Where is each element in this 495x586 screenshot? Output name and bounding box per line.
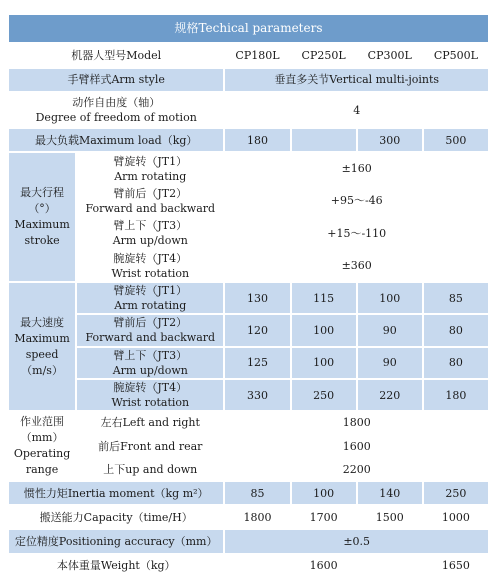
speed-value: 100 [292, 315, 356, 345]
dof-value: 4 [225, 93, 488, 127]
range-axis-label: 左右Left and right [77, 412, 223, 433]
speed-value: 120 [225, 315, 289, 345]
accuracy-value: ±0.5 [225, 530, 488, 552]
accuracy-row [9, 530, 488, 552]
speed-joint-label: 臂上下（JT3） Arm up/down [77, 348, 223, 378]
speed-value: 115 [292, 283, 356, 313]
speed-row [9, 283, 488, 313]
range-axis-label: 上下up and down [77, 459, 223, 480]
range-value: 1600 [225, 435, 488, 456]
model-value: CP250L [292, 44, 356, 66]
table-title: 规格Techical parameters [9, 15, 488, 42]
stroke-joint-label: 臂旋转（JT1） Arm rotating [77, 153, 223, 183]
max-load-value: 500 [424, 129, 488, 151]
range-row [9, 459, 488, 480]
model-value: CP300L [358, 44, 422, 66]
speed-row [9, 380, 488, 410]
stroke-joint-label: 臂上下（JT3） Arm up/down [77, 218, 223, 248]
range-row [9, 435, 488, 456]
arm-style-value: 垂直多关节Vertical multi-joints [225, 69, 488, 91]
model-value: CP500L [424, 44, 488, 66]
stroke-value: +95～-46 [225, 186, 488, 216]
stroke-joint-label: 腕旋转（JT4） Wrist rotation [77, 250, 223, 280]
dof-row [9, 93, 488, 127]
dof-label [9, 93, 223, 127]
speed-value: 130 [225, 283, 289, 313]
capacity-label: 搬送能力Capacity（time/H） [9, 506, 223, 528]
speed-value: 90 [358, 348, 422, 378]
capacity-row [9, 506, 488, 528]
model-row [9, 44, 488, 66]
stroke-row [9, 250, 488, 280]
inertia-value: 100 [292, 482, 356, 504]
capacity-value: 1700 [292, 506, 356, 528]
capacity-value: 1800 [225, 506, 289, 528]
stroke-value: ±160 [225, 153, 488, 183]
max-load-row [9, 129, 488, 151]
arm-style-row [9, 69, 488, 91]
speed-value: 80 [424, 348, 488, 378]
capacity-value: 1500 [358, 506, 422, 528]
speed-value: 250 [292, 380, 356, 410]
range-axis-label: 前后Front and rear [77, 435, 223, 456]
speed-value: 80 [424, 315, 488, 345]
stroke-joint-label: 臂前后（JT2） Forward and backward [77, 186, 223, 216]
inertia-value: 140 [358, 482, 422, 504]
stroke-value: +15～-110 [225, 218, 488, 248]
dof-label-en: Degree of freedom of motion [35, 111, 197, 124]
speed-value: 220 [358, 380, 422, 410]
stroke-group-label: 最大行程 （°） Maximum stroke [9, 153, 75, 280]
max-load-value [292, 129, 356, 151]
dof-label-cn: 动作自由度（轴） [72, 96, 161, 109]
weight-value: 1650 [424, 555, 488, 577]
speed-row [9, 348, 488, 378]
inertia-value: 250 [424, 482, 488, 504]
model-value: CP180L [225, 44, 289, 66]
speed-value: 330 [225, 380, 289, 410]
spec-table [7, 13, 490, 579]
inertia-row [9, 482, 488, 504]
stroke-row [9, 218, 488, 248]
inertia-value: 85 [225, 482, 289, 504]
weight-row [9, 555, 488, 577]
stroke-row [9, 186, 488, 216]
title-row [9, 15, 488, 42]
accuracy-label: 定位精度Positioning accuracy（mm） [9, 530, 223, 552]
speed-row [9, 315, 488, 345]
weight-label: 本体重量Weight（kg） [9, 555, 223, 577]
speed-value: 100 [358, 283, 422, 313]
range-row [9, 412, 488, 433]
capacity-value: 1000 [424, 506, 488, 528]
speed-joint-label: 腕旋转（JT4） Wrist rotation [77, 380, 223, 410]
range-value: 1800 [225, 412, 488, 433]
speed-joint-label: 臂前后（JT2） Forward and backward [77, 315, 223, 345]
range-value: 2200 [225, 459, 488, 480]
inertia-label: 惯性力矩Inertia moment（kg m²） [9, 482, 223, 504]
model-label: 机器人型号Model [9, 44, 223, 66]
range-group-label: 作业范围 （mm） Operating range [9, 412, 75, 480]
speed-group-label: 最大速度 Maximum speed （m/s） [9, 283, 75, 410]
speed-value: 100 [292, 348, 356, 378]
speed-joint-label: 臂旋转（JT1） Arm rotating [77, 283, 223, 313]
arm-style-label: 手臂样式Arm style [9, 69, 223, 91]
max-load-value: 300 [358, 129, 422, 151]
stroke-row [9, 153, 488, 183]
speed-value: 180 [424, 380, 488, 410]
speed-value: 85 [424, 283, 488, 313]
speed-value: 125 [225, 348, 289, 378]
weight-value: 1600 [225, 555, 421, 577]
stroke-value: ±360 [225, 250, 488, 280]
max-load-label: 最大负载Maximum load（kg） [9, 129, 223, 151]
speed-value: 90 [358, 315, 422, 345]
max-load-value: 180 [225, 129, 289, 151]
